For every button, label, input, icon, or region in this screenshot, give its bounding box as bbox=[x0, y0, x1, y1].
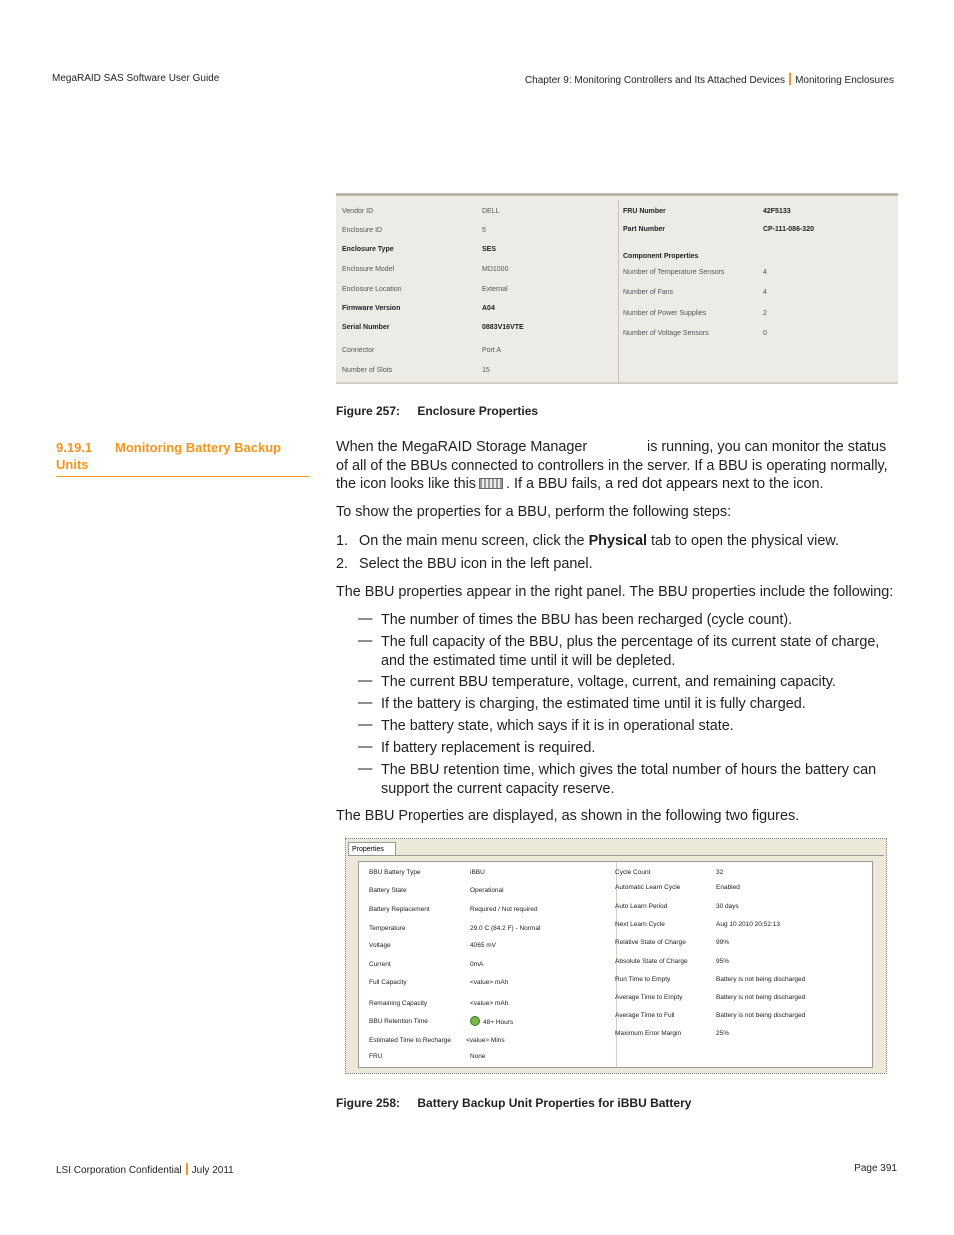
enclosure-prop-value: DELL bbox=[482, 208, 500, 215]
bbu-properties-figure bbox=[345, 838, 887, 1074]
enclosure-prop-label: Serial Number bbox=[342, 324, 390, 331]
enclosure-prop-value: SES bbox=[482, 246, 497, 253]
para1-line1-start: When the MegaRAID Storage Manager bbox=[336, 439, 588, 455]
bbu-prop-label: Run Time to Empty bbox=[615, 976, 671, 983]
bbu-prop-value: 32 bbox=[716, 869, 724, 876]
bbu-prop-value-text: 0mA bbox=[470, 961, 484, 968]
bullet-line: If battery replacement is required. bbox=[381, 740, 596, 756]
bbu-prop-label: Maximum Error Margin bbox=[615, 1030, 682, 1037]
bbu-prop-value bbox=[470, 942, 496, 949]
bbu-prop-value bbox=[470, 906, 538, 913]
bbu-prop-value-text: 48+ Hours bbox=[483, 1019, 514, 1026]
enclosure-prop-label: Enclosure Model bbox=[342, 266, 395, 273]
intro-paragraph bbox=[336, 438, 898, 494]
enclosure-prop-value: A04 bbox=[482, 305, 495, 312]
enclosure-prop-label: Number of Slots bbox=[342, 367, 393, 374]
bbu-prop-label: Voltage bbox=[369, 942, 391, 949]
bbu-prop-label: Relative State of Charge bbox=[615, 939, 686, 946]
bbu-prop-value-text: None bbox=[470, 1053, 486, 1060]
bullet-dash: — bbox=[358, 717, 373, 733]
bullet-item bbox=[381, 633, 896, 670]
enclosure-properties-figure bbox=[336, 193, 898, 384]
enclosure-prop-label: Number of Power Supplies bbox=[623, 310, 707, 317]
footer-date: July 2011 bbox=[191, 1165, 234, 1176]
bbu-prop-label: Remaining Capacity bbox=[369, 1000, 428, 1007]
enclosure-prop-value: Port A bbox=[482, 347, 502, 354]
enclosure-prop-label: Firmware Version bbox=[342, 305, 401, 312]
bullet-line: The BBU retention time, which gives the total number of hours the battery can bbox=[381, 762, 877, 778]
step-text bbox=[359, 532, 839, 551]
bbu-prop-value-text: <value> mAh bbox=[470, 1000, 509, 1007]
enclosure-prop-value: MD1000 bbox=[482, 266, 509, 273]
bbu-prop-label: Current bbox=[369, 961, 391, 968]
bbu-prop-value bbox=[466, 1037, 505, 1044]
section-rule bbox=[56, 476, 309, 477]
enclosure-prop-value: 42F5133 bbox=[763, 208, 791, 215]
bbu-battery-icon bbox=[479, 478, 503, 489]
bullet-item bbox=[381, 611, 896, 630]
para1-line2: of all of the BBUs connected to controllers in the server. If a BBU is operating normally, bbox=[336, 457, 888, 474]
bullet-item bbox=[381, 717, 896, 736]
bullet-line: The number of times the BBU has been recharged (cycle count). bbox=[381, 612, 793, 628]
header-chapter-text: Chapter 9: Monitoring Controllers and Its Attached Devices bbox=[524, 75, 786, 86]
bbu-prop-label: Temperature bbox=[369, 925, 406, 932]
para1-line1-end: is running, you can monitor the status bbox=[647, 439, 887, 455]
bbu-prop-value: 25% bbox=[716, 1030, 730, 1037]
figures-intro: The BBU Properties are displayed, as shown in the following two figures. bbox=[336, 808, 800, 824]
bbu-prop-value-text: 29.0 C (84.2 F) - Normal bbox=[470, 925, 541, 932]
bbu-prop-value bbox=[470, 1016, 513, 1026]
running-header-chapter bbox=[525, 73, 894, 86]
bullet-dash: — bbox=[358, 673, 373, 689]
steps-intro: To show the properties for a BBU, perform the following steps: bbox=[336, 504, 732, 520]
figure-257-caption bbox=[336, 404, 538, 418]
bbu-prop-value bbox=[470, 869, 485, 876]
figure-258-number: Figure 258: bbox=[336, 1096, 401, 1110]
enclosure-prop-value: 2 bbox=[763, 310, 767, 317]
bullet-line: The full capacity of the BBU, plus the percentage of its current state of charge, bbox=[381, 634, 880, 650]
step-number: 2. bbox=[336, 556, 349, 572]
step-number: 1. bbox=[336, 533, 349, 549]
bullet-dash: — bbox=[358, 611, 373, 627]
bbu-prop-label: Average Time to Full bbox=[615, 1012, 675, 1019]
bullet-line: If the battery is charging, the estimated time until it is fully charged. bbox=[381, 696, 806, 712]
tab-properties[interactable]: Properties bbox=[348, 842, 396, 856]
bullet-line: and the estimated time until it will be depleted. bbox=[381, 652, 676, 669]
bullet-dash: — bbox=[358, 633, 373, 649]
enclosure-prop-label: Connector bbox=[342, 347, 375, 354]
bbu-prop-value: 30 days bbox=[716, 903, 739, 910]
enclosure-prop-value: 0 bbox=[763, 330, 767, 337]
header-separator bbox=[789, 73, 791, 85]
enclosure-prop-value: 4 bbox=[763, 289, 767, 296]
retention-icon bbox=[470, 1016, 480, 1026]
footer-separator bbox=[186, 1163, 188, 1175]
section-number: 9.19.1 bbox=[56, 440, 93, 455]
bbu-prop-label: Battery Replacement bbox=[369, 906, 430, 913]
bbu-prop-value: Battery is not being discharged bbox=[716, 976, 806, 983]
bbu-prop-value bbox=[470, 1000, 508, 1007]
bullet-item bbox=[381, 695, 896, 714]
enclosure-prop-label: Number of Fans bbox=[623, 289, 674, 296]
bbu-prop-value-text: 4065 mV bbox=[470, 942, 497, 949]
bbu-prop-label: Battery State bbox=[369, 887, 407, 894]
step-text-start: On the main menu screen, click the bbox=[359, 533, 589, 549]
bbu-prop-value-text: Required / Not required bbox=[470, 906, 538, 913]
enclosure-prop-value: 4 bbox=[763, 269, 767, 276]
bbu-prop-value: 95% bbox=[716, 958, 730, 965]
header-section-text: Monitoring Enclosures bbox=[795, 75, 894, 86]
figure-258-title: Battery Backup Unit Properties for iBBU Battery bbox=[417, 1096, 692, 1110]
bbu-prop-label: BBU Battery Type bbox=[369, 869, 421, 876]
bbu-prop-label: Absolute State of Charge bbox=[615, 958, 688, 965]
bbu-prop-label: Cycle Count bbox=[615, 869, 651, 876]
bbu-prop-value-text: Operational bbox=[470, 887, 504, 894]
enclosure-prop-value: 5 bbox=[482, 227, 486, 234]
para1-line3-end: . If a BBU fails, a red dot appears next to the icon. bbox=[505, 476, 824, 492]
enclosure-prop-label: FRU Number bbox=[623, 208, 666, 215]
footer-left bbox=[56, 1163, 234, 1176]
enclosure-prop-label: Enclosure ID bbox=[342, 227, 383, 234]
bullet-dash: — bbox=[358, 739, 373, 755]
bbu-prop-value bbox=[470, 961, 483, 968]
bbu-prop-value bbox=[470, 887, 504, 894]
bbu-properties-panel bbox=[358, 861, 873, 1068]
bbu-prop-label: Full Capacity bbox=[369, 979, 407, 986]
footer-company: LSI Corporation Confidential bbox=[56, 1165, 182, 1176]
bullet-item bbox=[381, 739, 896, 758]
figure-257-number: Figure 257: bbox=[336, 404, 401, 418]
enclosure-prop-label: Vendor ID bbox=[342, 208, 374, 215]
column-divider bbox=[618, 200, 619, 382]
bbu-prop-value bbox=[470, 1053, 486, 1060]
step-text-end: tab to open the physical view. bbox=[646, 533, 839, 549]
properties-intro: The BBU properties appear in the right panel. The BBU properties include the following: bbox=[336, 584, 894, 600]
bullet-line: support the current capacity reserve. bbox=[381, 780, 615, 797]
enclosure-prop-value: 0883V16VTE bbox=[482, 324, 524, 331]
step-text-start: Select the BBU icon in the left panel. bbox=[359, 556, 593, 572]
bbu-prop-value: Enabled bbox=[716, 884, 740, 891]
enclosure-prop-label: Component Properties bbox=[623, 253, 699, 260]
bbu-prop-label: Estimated Time to Recharge bbox=[369, 1037, 452, 1044]
enclosure-prop-label: Enclosure Type bbox=[342, 246, 394, 253]
figure-258-caption bbox=[336, 1096, 691, 1110]
bbu-prop-label: Automatic Learn Cycle bbox=[615, 884, 681, 891]
step-text bbox=[359, 555, 593, 574]
enclosure-prop-label: Number of Voltage Sensors bbox=[623, 330, 709, 337]
bbu-prop-value: Battery is not being discharged bbox=[716, 1012, 806, 1019]
footer-page-number: Page 391 bbox=[854, 1163, 897, 1174]
step-bold-term: Physical bbox=[588, 533, 647, 549]
bbu-prop-value-text: iBBU bbox=[470, 869, 485, 876]
enclosure-prop-value: CP-111-086-320 bbox=[763, 226, 814, 233]
running-header-title: MegaRAID SAS Software User Guide bbox=[52, 73, 220, 84]
figure-257-title: Enclosure Properties bbox=[417, 404, 539, 418]
bbu-prop-value: Aug 10 2010 20:52:13 bbox=[716, 921, 780, 928]
bbu-prop-label: Next Learn Cycle bbox=[615, 921, 665, 928]
bullet-dash: — bbox=[358, 761, 373, 777]
bbu-prop-label: FRU bbox=[369, 1053, 383, 1060]
enclosure-prop-label: Enclosure Location bbox=[342, 286, 402, 293]
bullet-item bbox=[381, 761, 896, 798]
bullet-line: The current BBU temperature, voltage, current, and remaining capacity. bbox=[381, 674, 836, 690]
enclosure-prop-label: Part Number bbox=[623, 226, 666, 233]
bullet-item bbox=[381, 673, 896, 692]
bbu-prop-value bbox=[470, 925, 540, 932]
bbu-prop-label: BBU Retention Time bbox=[369, 1018, 428, 1025]
bbu-prop-value bbox=[470, 979, 508, 986]
enclosure-prop-value: External bbox=[482, 286, 508, 293]
bbu-prop-value-text: <value> Mins bbox=[466, 1037, 505, 1044]
bbu-prop-label: Auto Learn Period bbox=[615, 903, 668, 910]
section-title-line2: Units bbox=[56, 457, 89, 472]
bbu-prop-value: Battery is not being discharged bbox=[716, 994, 806, 1001]
para1-line3-start: the icon looks like this bbox=[336, 476, 476, 492]
enclosure-prop-value: 15 bbox=[482, 367, 490, 374]
enclosure-prop-label: Number of Temperature Sensors bbox=[623, 269, 725, 276]
bullet-dash: — bbox=[358, 695, 373, 711]
bbu-prop-value-text: <value> mAh bbox=[470, 979, 509, 986]
tab-strip-line bbox=[348, 855, 884, 856]
bbu-prop-label: Average Time to Empty bbox=[615, 994, 683, 1001]
bbu-prop-value: 99% bbox=[716, 939, 730, 946]
section-title-line1: Monitoring Battery Backup bbox=[115, 440, 282, 455]
bullet-line: The battery state, which says if it is in operational state. bbox=[381, 718, 734, 734]
